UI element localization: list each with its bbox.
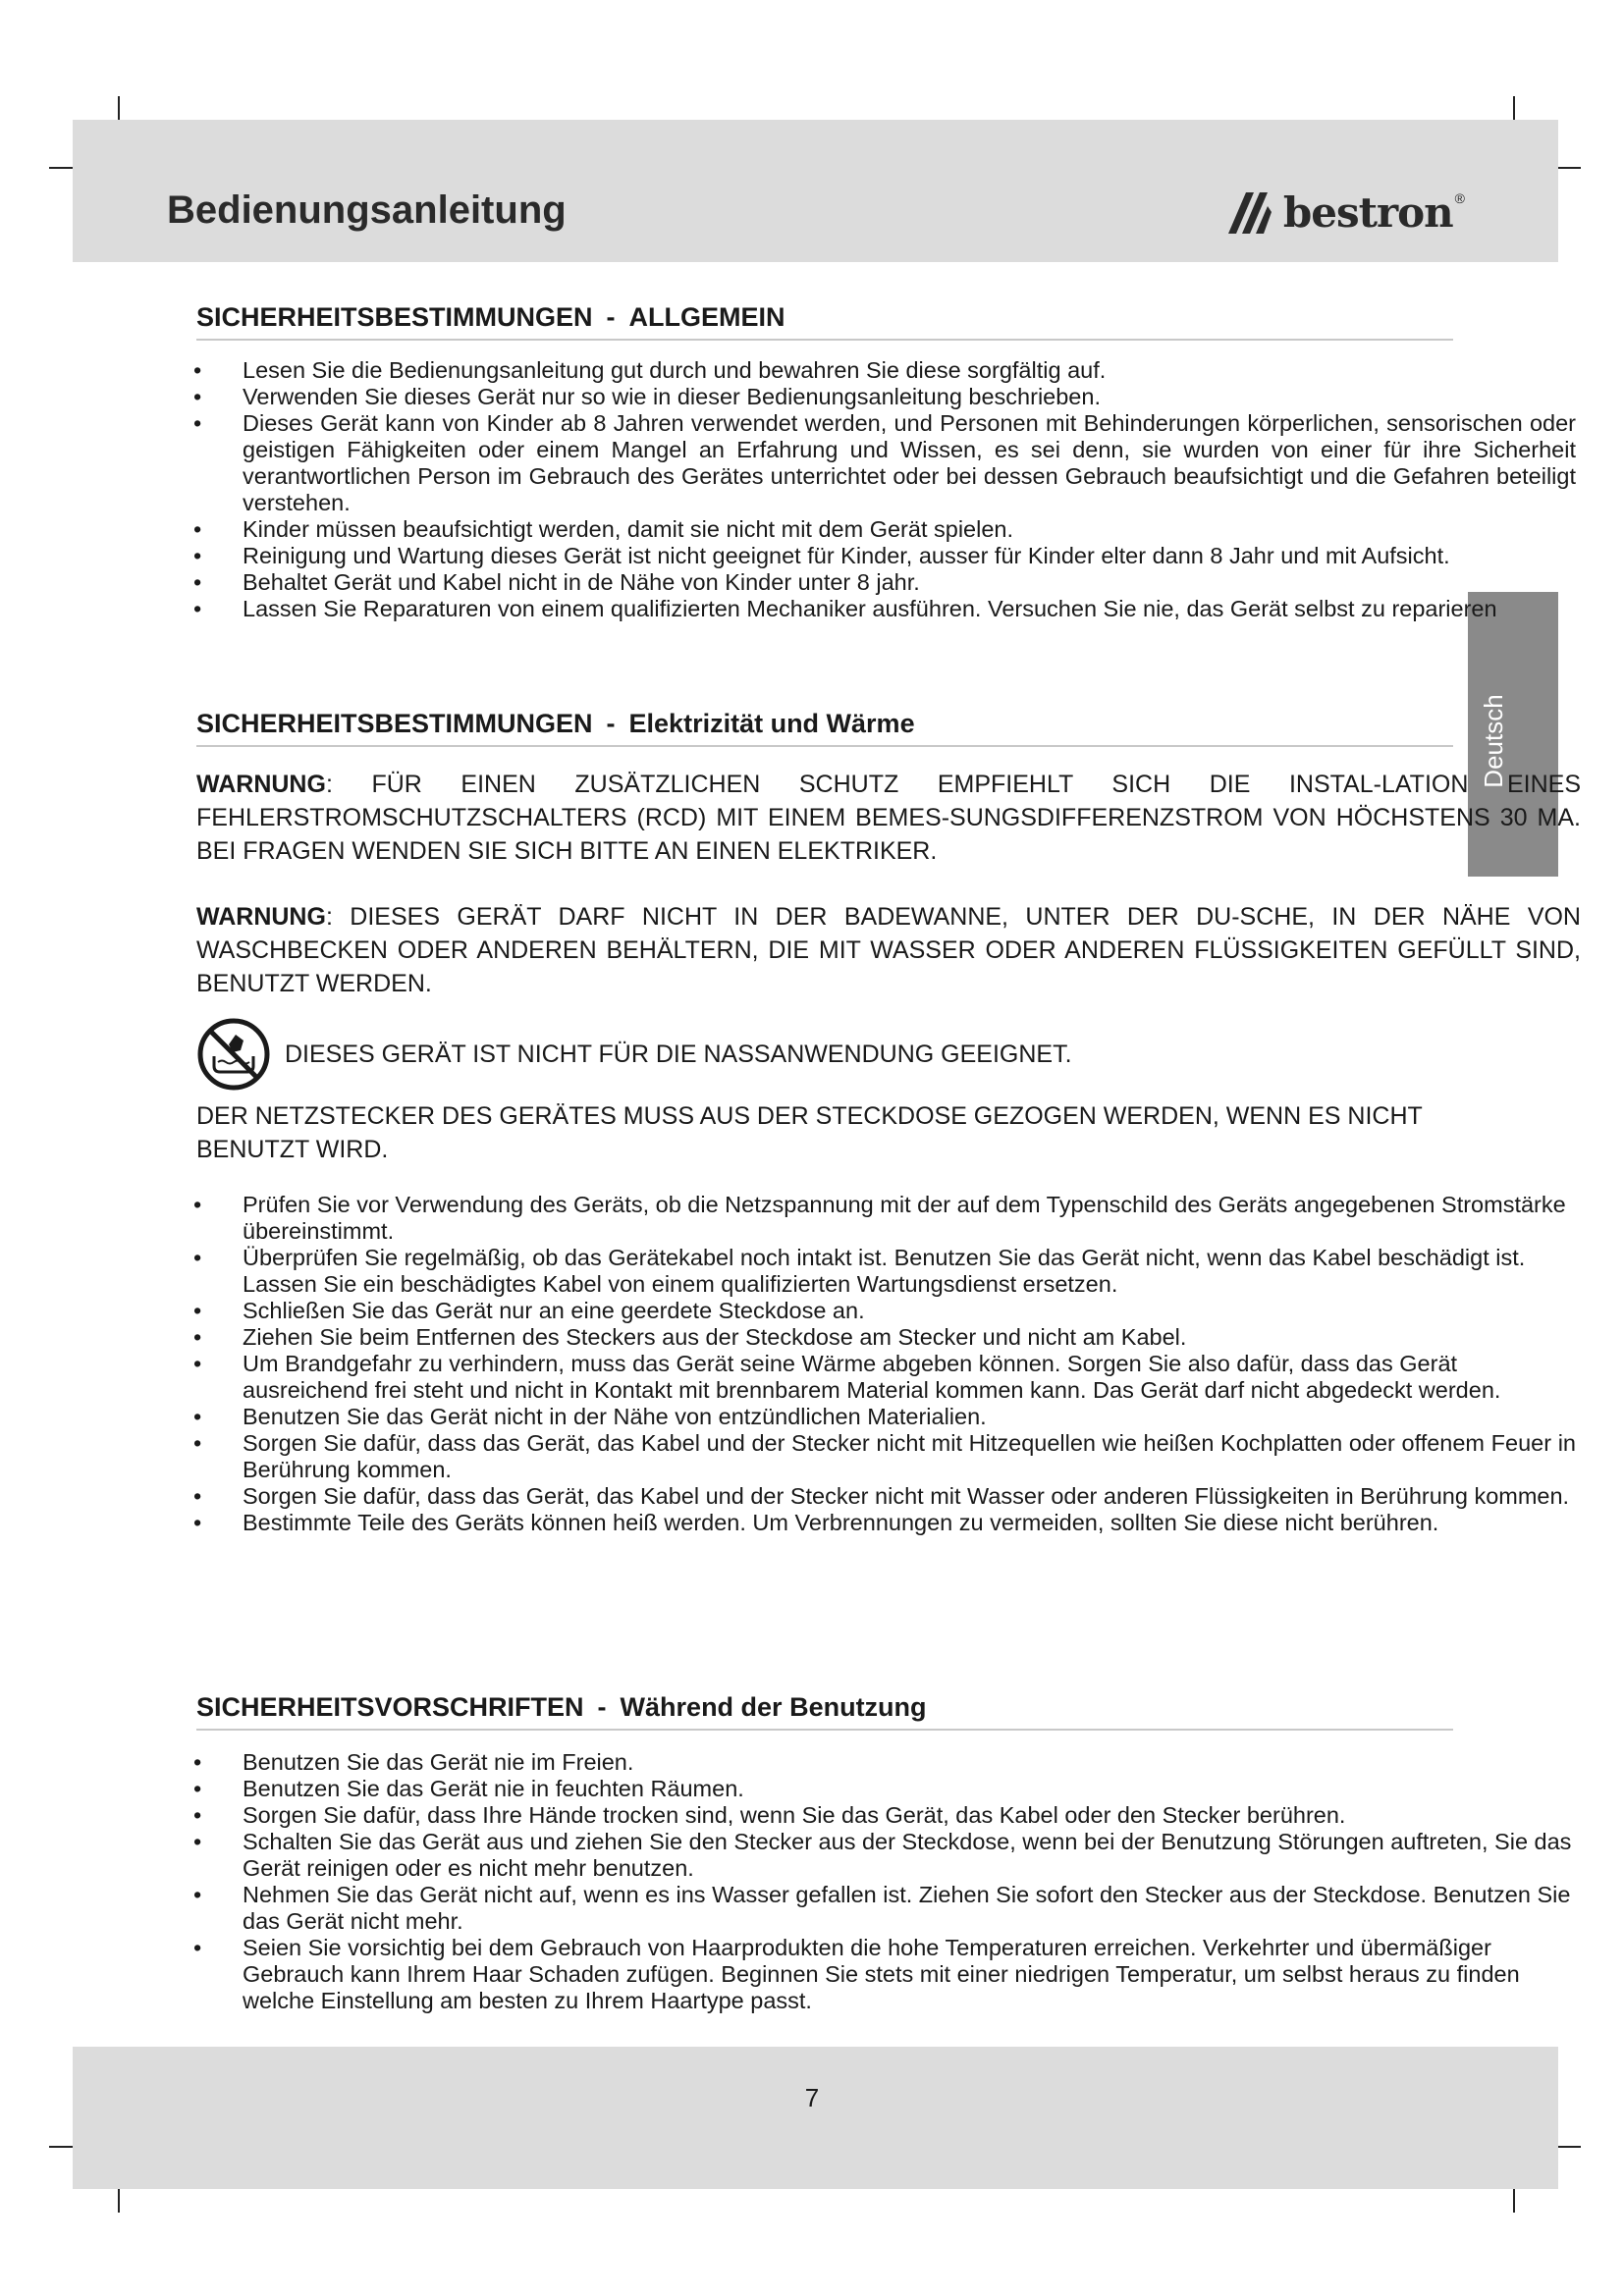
list-item: • Schließen Sie das Gerät nur an eine geerdete Steckdose an. (191, 1298, 1576, 1324)
list-item: • Sorgen Sie dafür, dass Ihre Hände trocken sind, wenn Sie das Gerät, das Kabel oder den Stecker berühren. (191, 1802, 1576, 1829)
general-safety-list (191, 357, 1576, 622)
list-item: • Behaltet Gerät und Kabel nicht in de Nähe von Kinder unter 8 jahr. (191, 569, 1576, 596)
list-item: • Verwenden Sie dieses Gerät nur so wie in dieser Bedienungsanleitung beschrieben. (191, 384, 1576, 410)
list-item: • Benutzen Sie das Gerät nicht in der Nähe von entzündlichen Materialien. (191, 1404, 1576, 1430)
list-item: • Benutzen Sie das Gerät nie in feuchten Räumen. (191, 1776, 1576, 1802)
list-item: • Schalten Sie das Gerät aus und ziehen Sie den Stecker aus der Steckdose, wenn bei der Benutzung Störungen auftreten, Sie das Gerät reinigen oder es nicht mehr benutzen. (191, 1829, 1576, 1882)
unplug-notice: DER NETZSTECKER DES GERÄTES MUSS AUS DER STECKDOSE GEZOGEN WERDEN, WENN ES NICHT BENUTZT WIRD. (196, 1102, 1423, 1163)
list-item: • Seien Sie vorsichtig bei dem Gebrauch von Haarprodukten die hohe Temperaturen erreichen. Verkehrter und übermäßiger Gebrauch kann Ihrem Haar Schaden zufügen. Beginnen Sie stets mit einer niedrigen Temperatur, um selbst heraus zu finden welche Einstellung am besten zu Ihrem Haartype passt. (191, 1935, 1576, 2014)
usage-safety-list (191, 1749, 1576, 2014)
section-subtitle: ALLGEMEIN (628, 302, 785, 332)
list-item: • Lassen Sie Reparaturen von einem qualifizierten Mechaniker ausführen. Versuchen Sie nie, das Gerät selbst zu reparieren (191, 596, 1576, 622)
list-item: • Lesen Sie die Bedienungsanleitung gut durch und bewahren Sie diese sorgfältig auf. (191, 357, 1576, 384)
brand-logo (1226, 188, 1465, 237)
no-wet-use-notice (196, 1017, 1072, 1092)
warning-label: WARNUNG (196, 771, 326, 798)
no-water-use-icon (196, 1017, 271, 1092)
list-item: • Um Brandgefahr zu verhindern, muss das Gerät seine Wärme abgeben können. Sorgen Sie also dafür, dass das Gerät ausreichend frei steht und nicht in Kontakt mit brennbarem Material kommen kann. Das Gerät darf nicht abgedeckt werden. (191, 1351, 1576, 1404)
list-item: • Sorgen Sie dafür, dass das Gerät, das Kabel und der Stecker nicht mit Hitzequellen wie heißen Kochplatten oder offenem Feuer in Berührung kommen. (191, 1430, 1576, 1483)
warning-bathtub (196, 900, 1581, 1000)
warning-text: : FÜR EINEN ZUSÄTZLICHEN SCHUTZ EMPFIEHLT SICH DIE INSTAL-LATION EINES FEHLERSTROMSCHUTZSCHALTERS (RCD) MIT EINEM BEMES-SUNGSDIFFERENZSTROM VON HÖCHSTENS 30 MA. BEI FRAGEN WENDEN SIE SICH BITTE AN EINEN ELEKTRIKER. (196, 771, 1581, 865)
warning-label: WARNUNG (196, 903, 326, 931)
list-item: • Kinder müssen beaufsichtigt werden, damit sie nicht mit dem Gerät spielen. (191, 516, 1576, 543)
warning-text: : DIESES GERÄT DARF NICHT IN DER BADEWANNE, UNTER DER DU-SCHE, IN DER NÄHE VON WASCHBECKEN ODER ANDEREN BEHÄLTERN, DIE MIT WASSER ODER ANDEREN FLÜSSIGKEITEN GEFÜLLT SIND, BENUTZT WERDEN. (196, 903, 1581, 997)
section-dash: - (597, 1692, 607, 1722)
list-item: • Reinigung und Wartung dieses Gerät ist nicht geeignet für Kinder, ausser für Kinder elter dann 8 Jahr und mit Aufsicht. (191, 543, 1576, 569)
list-item: • Benutzen Sie das Gerät nie im Freien. (191, 1749, 1576, 1776)
registered-mark: ® (1454, 190, 1465, 206)
header-band (73, 120, 1558, 262)
list-item: • Überprüfen Sie regelmäßig, ob das Gerätekabel noch intakt ist. Benutzen Sie das Gerät nicht, wenn das Kabel beschädigt ist. Lassen Sie ein beschädigtes Kabel von einem qualifizierten Wartungsdienst ersetzen. (191, 1245, 1576, 1298)
list-item: • Sorgen Sie dafür, dass das Gerät, das Kabel und der Stecker nicht mit Wasser oder anderen Flüssigkeiten in Berührung kommen. (191, 1483, 1576, 1510)
section-heading-allgemein (196, 302, 1453, 341)
page-title: Bedienungsanleitung (167, 188, 567, 232)
no-wet-use-text: DIESES GERÄT IST NICHT FÜR DIE NASSANWENDUNG GEEIGNET. (285, 1040, 1072, 1068)
section-heading-elektrizitaet (196, 709, 1453, 747)
section-heading-benutzung (196, 1692, 1453, 1731)
warning-rcd (196, 768, 1581, 868)
section-title: SICHERHEITSVORSCHRIFTEN (196, 1692, 584, 1722)
list-item: • Dieses Gerät kann von Kinder ab 8 Jahren verwendet werden, und Personen mit Behinderungen körperlichen, sensorischen oder geistigen Fähigkeiten oder einem Mangel an Erfahrung und Wissen, es sei denn, sie wurden von einer für ihre Sicherheit verantwortlichen Person im Gebrauch des Gerätes unterrichtet oder bei dessen Gebrauch beaufsichtigt und die Gefahren beteiligt verstehen. (191, 410, 1576, 516)
section-title: SICHERHEITSBESTIMMUNGEN (196, 709, 593, 738)
list-item: • Bestimmte Teile des Geräts können heiß werden. Um Verbrennungen zu vermeiden, sollten Sie diese nicht berühren. (191, 1510, 1576, 1536)
section-dash: - (606, 302, 616, 332)
list-item: • Prüfen Sie vor Verwendung des Geräts, ob die Netzspannung mit der auf dem Typenschild des Geräts angegebenen Stromstärke übereinstimmt. (191, 1192, 1576, 1245)
page-number: 7 (804, 2083, 820, 2112)
list-item: • Nehmen Sie das Gerät nicht auf, wenn es ins Wasser gefallen ist. Ziehen Sie sofort den Stecker aus der Steckdose. Benutzen Sie das Gerät nicht mehr. (191, 1882, 1576, 1935)
electricity-safety-list (191, 1192, 1576, 1536)
section-title: SICHERHEITSBESTIMMUNGEN (196, 302, 593, 332)
footer-band (73, 2047, 1558, 2189)
logo-chevron-icon (1226, 190, 1277, 236)
language-tab-label: Deutsch (1479, 694, 1508, 788)
logo-wordmark: bestron (1282, 188, 1453, 237)
section-subtitle: Während der Benutzung (620, 1692, 927, 1722)
list-item: • Ziehen Sie beim Entfernen des Steckers aus der Steckdose am Stecker und nicht am Kabel. (191, 1324, 1576, 1351)
section-subtitle: Elektrizität und Wärme (628, 709, 915, 738)
section-dash: - (606, 709, 616, 738)
